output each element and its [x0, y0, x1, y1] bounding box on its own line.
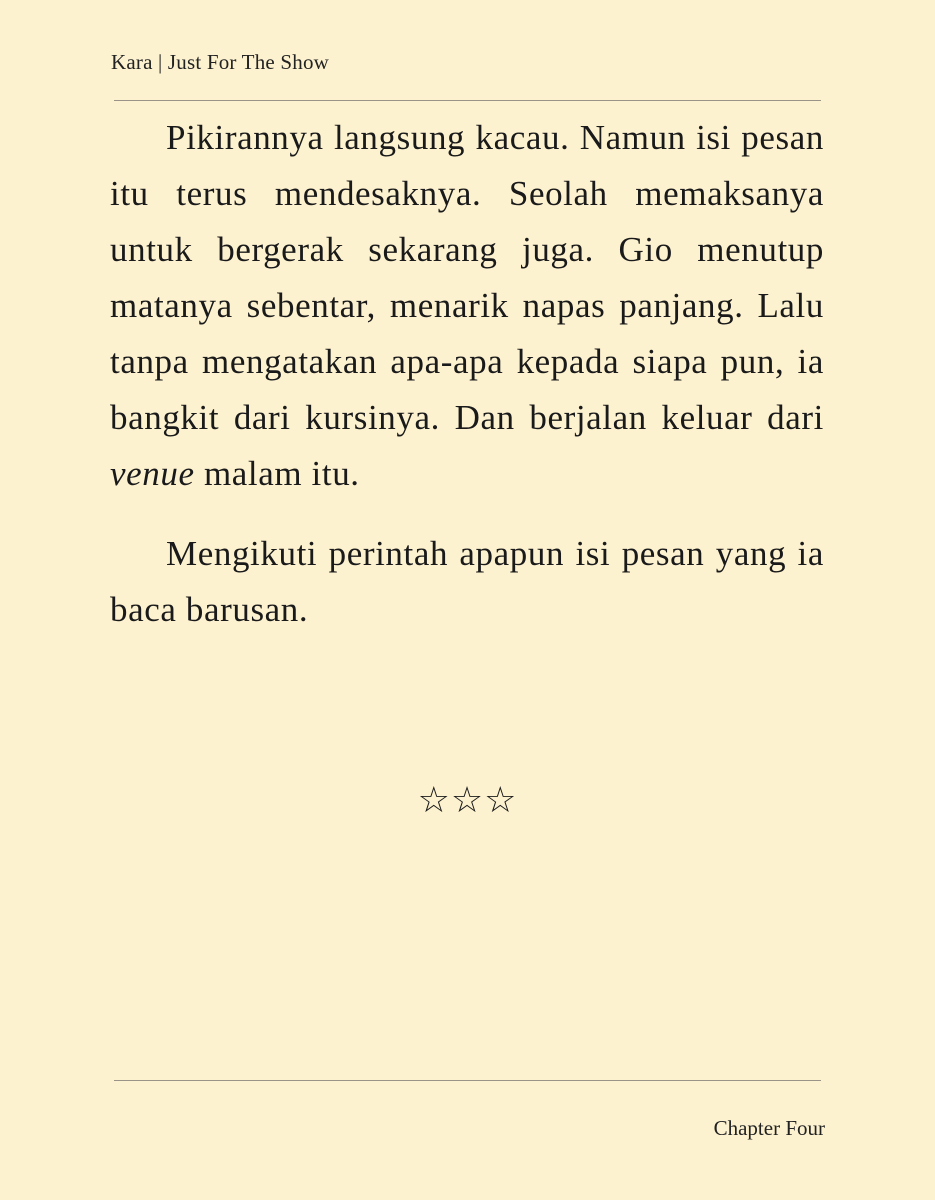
- running-header: Kara | Just For The Show: [111, 50, 330, 74]
- scene-break-stars: ☆☆☆: [417, 780, 518, 821]
- italic-word: venue: [110, 454, 195, 493]
- header-divider: [114, 100, 821, 101]
- paragraph-text-end: malam itu.: [194, 454, 360, 493]
- paragraph: [110, 110, 824, 502]
- chapter-footer: Chapter Four: [713, 1116, 825, 1140]
- paragraph: Mengikuti perintah apapun isi pesan yang ia baca barusan.: [110, 534, 824, 629]
- page-body: [110, 110, 824, 638]
- footer-divider: [114, 1080, 821, 1081]
- paragraph-text: Pikirannya langsung kacau. Namun isi pesan itu terus mendesaknya. Seolah memaksanya untuk bergerak sekarang juga. Gio menutup matanya sebentar, menarik napas panjang. Lalu tanpa mengatakan apa-apa kepada siapa pun, ia bangkit dari kursinya. Dan berjalan keluar dari: [110, 118, 824, 437]
